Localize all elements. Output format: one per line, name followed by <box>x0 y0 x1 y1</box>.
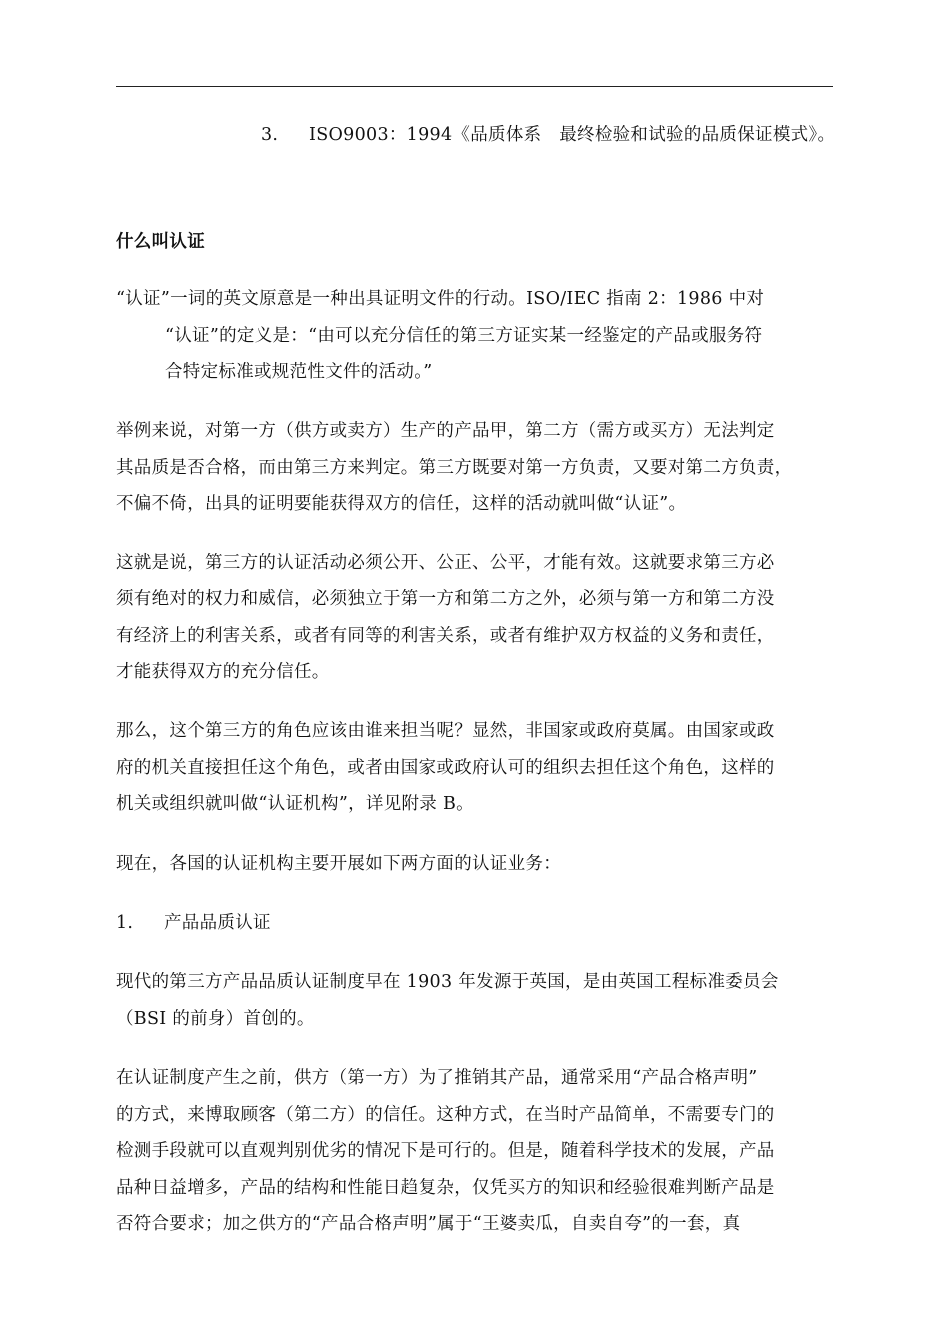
paragraph-line: 现代的第三方产品品质认证制度早在 1903 年发源于英国，是由英国工程标准委员会 <box>116 972 779 992</box>
section-heading: 什么叫认证 <box>116 232 205 252</box>
paragraph-line: 机关或组织就叫做“认证机构”，详见附录 B。 <box>116 794 474 814</box>
list-text: 产品品质认证 <box>164 913 271 933</box>
paragraph-line: 举例来说，对第一方（供方或卖方）生产的产品甲，第二方（需方或买方）无法判定 <box>116 421 775 441</box>
paragraph-line: 才能获得双方的充分信任。 <box>116 662 330 682</box>
paragraph-line: 现在，各国的认证机构主要开展如下两方面的认证业务： <box>116 854 561 874</box>
paragraph-line: “认证”的定义是：“由可以充分信任的第三方证实某一经鉴定的产品或服务符 <box>165 326 763 346</box>
paragraph-line: （BSI 的前身）首创的。 <box>116 1009 315 1029</box>
list-text: ISO9003：1994《品质体系 最终检验和试验的品质保证模式》。 <box>309 125 836 145</box>
paragraph-line: 不偏不倚，出具的证明要能获得双方的信任，这样的活动就叫做“认证”。 <box>116 494 687 514</box>
paragraph-line: 检测手段就可以直观判别优劣的情况下是可行的。但是，随着科学技术的发展，产品 <box>116 1141 775 1161</box>
paragraph-line: 的方式，来博取顾客（第二方）的信任。这种方式，在当时产品简单，不需要专门的 <box>116 1105 775 1125</box>
paragraph-line: 否符合要求；加之供方的“产品合格声明”属于“王婆卖瓜，自卖自夸”的一套，真 <box>116 1214 741 1234</box>
header-rule <box>116 86 833 87</box>
paragraph-line: 有经济上的利害关系，或者有同等的利害关系，或者有维护双方权益的义务和责任， <box>116 626 775 646</box>
paragraph-line: 须有绝对的权力和威信，必须独立于第一方和第二方之外，必须与第一方和第二方没 <box>116 589 775 609</box>
list-number: 3. <box>261 125 279 145</box>
paragraph-line: 其品质是否合格，而由第三方来判定。第三方既要对第一方负责，又要对第二方负责， <box>116 458 793 478</box>
paragraph-line: 品种日益增多，产品的结构和性能日趋复杂，仅凭买方的知识和经验很难判断产品是 <box>116 1178 775 1198</box>
paragraph-line: 这就是说，第三方的认证活动必须公开、公正、公平，才能有效。这就要求第三方必 <box>116 553 775 573</box>
paragraph-line: 合特定标准或规范性文件的活动。” <box>165 362 433 382</box>
paragraph-line: 在认证制度产生之前，供方（第一方）为了推销其产品，通常采用“产品合格声明” <box>116 1068 758 1088</box>
paragraph-line: 府的机关直接担任这个角色，或者由国家或政府认可的组织去担任这个角色，这样的 <box>116 758 775 778</box>
paragraph-line: 那么，这个第三方的角色应该由谁来担当呢？显然，非国家或政府莫属。由国家或政 <box>116 721 775 741</box>
paragraph-line: “认证”一词的英文原意是一种出具证明文件的行动。ISO/IEC 指南 2：1986 中对 <box>116 289 765 309</box>
list-number: 1. <box>116 913 134 933</box>
list-item-1 <box>116 911 271 935</box>
